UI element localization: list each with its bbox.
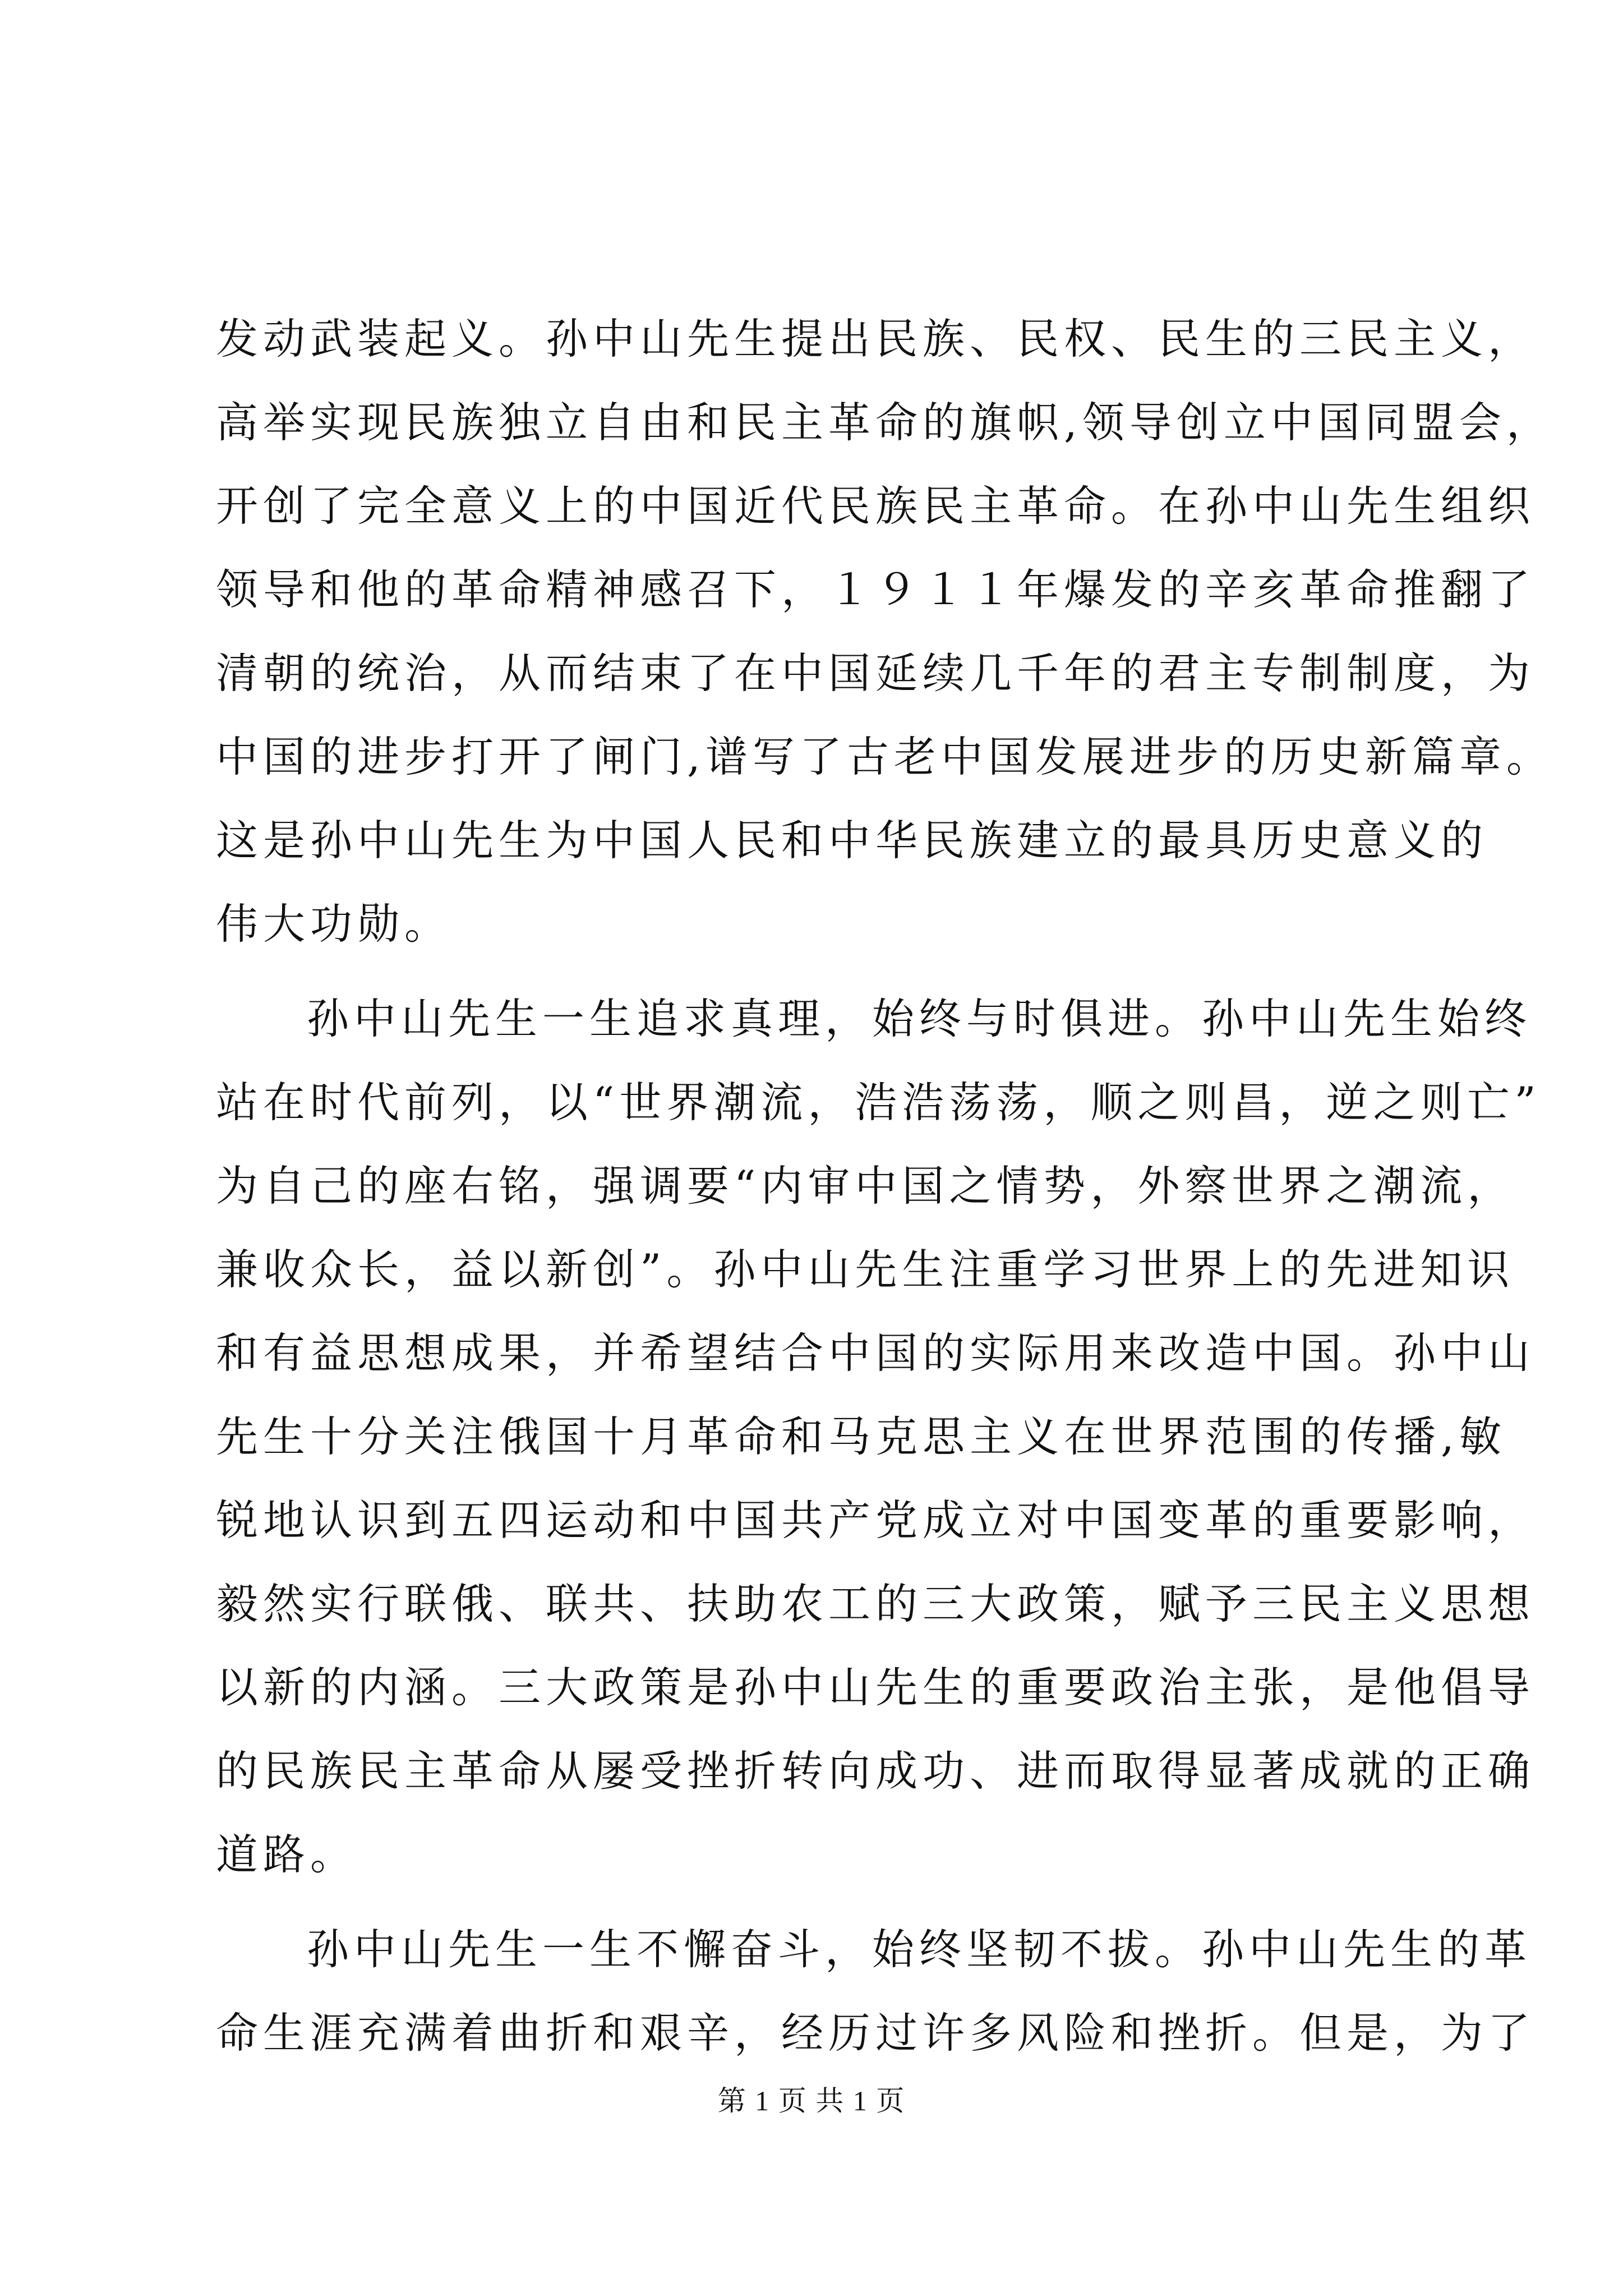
paragraph (216, 1908, 1536, 2075)
text-line: 这是孙中山先生为中国人民和中华民族建立的最具历史意义的 (216, 816, 1488, 865)
text-line: 的民族民主革命从屡受挫折转向成功、进而取得显著成就的正确 (216, 1746, 1536, 1796)
text-line: 先生十分关注俄国十月革命和马克思主义在世界范围的传播,敏 (216, 1412, 1506, 1461)
text-line: 中国的进步打开了闸门,谱写了古老中国发展进步的历史新篇章。 (216, 732, 1553, 781)
text-line: 道路。 (216, 1830, 358, 1879)
text-line: 站在时代前列，以“世界潮流，浩浩荡荡，顺之则昌，逆之则亡” (216, 1078, 1541, 1127)
text-line: 高举实现民族独立自由和民主革命的旗帜,领导创立中国同盟会， (216, 398, 1553, 447)
text-line: 以新的内涵。三大政策是孙中山先生的重要政治主张，是他倡导 (216, 1663, 1536, 1712)
document-body (216, 297, 1553, 2075)
text-line: 毅然实行联俄、联共、扶助农工的三大政策，赋予三民主义思想 (216, 1579, 1536, 1628)
paragraph (216, 977, 1541, 1897)
paragraph (216, 297, 1553, 966)
text-line: 伟大功勋。 (216, 899, 452, 949)
text-line: 领导和他的革命精神感召下，１９１１年爆发的辛亥革命推翻了 (216, 565, 1536, 614)
text-line: 开创了完全意义上的中国近代民族民主革命。在孙中山先生组织 (216, 481, 1536, 531)
page-number-footer: 第 1 页 共 1 页 (717, 2085, 906, 2116)
text-line: 锐地认识到五四运动和中国共产党成立对中国变革的重要影响， (216, 1496, 1536, 1545)
text-line: 清朝的统治，从而结束了在中国延续几千年的君主专制制度，为 (216, 648, 1536, 698)
text-line: 为自己的座右铭，强调要“内审中国之情势，外察世界之潮流， (216, 1161, 1515, 1211)
text-line: 和有益思想成果，并希望结合中国的实际用来改造中国。孙中山 (216, 1328, 1536, 1378)
text-line: 孙中山先生一生不懈奋斗，始终坚韧不拔。孙中山先生的革 (307, 1925, 1532, 1974)
text-line: 孙中山先生一生追求真理，始终与时俱进。孙中山先生始终 (307, 994, 1532, 1043)
text-line: 命生涯充满着曲折和艰辛，经历过许多风险和挫折。但是，为了 (216, 2008, 1536, 2058)
text-line: 发动武装起义。孙中山先生提出民族、民权、民生的三民主义， (216, 314, 1536, 364)
text-line: 兼收众长，益以新创”。孙中山先生注重学习世界上的先进知识 (216, 1245, 1515, 1294)
